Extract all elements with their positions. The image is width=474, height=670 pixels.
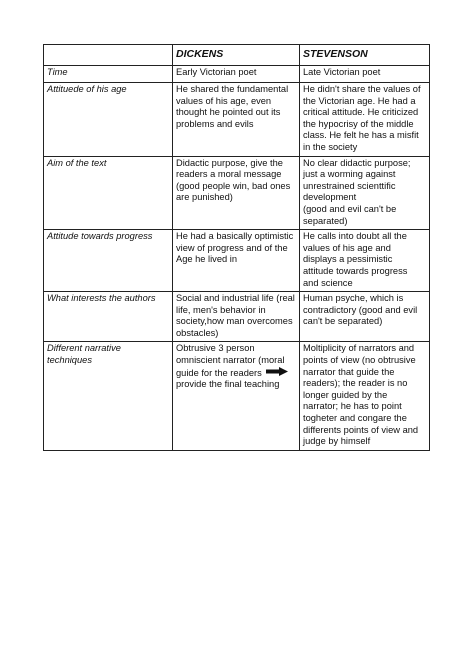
cell-stevenson-attitude-age: He didn't share the values of the Victorian age. He had a critical attitude. He criticized the hypocrisy of the middle class. He felt he has a misfit in the society	[300, 83, 430, 157]
table-row	[44, 156, 430, 230]
table-row	[44, 66, 430, 83]
row-label-progress: Attitude towards progress	[44, 230, 173, 292]
row-label-attitude-age: Attituede of his age	[44, 83, 173, 157]
table-row	[44, 230, 430, 292]
cell-stevenson-progress: He calls into doubt all the values of his age and displays a pessimistic attitude towards progress and science	[300, 230, 430, 292]
dickens-narrative-teaching: provide the final teaching	[176, 379, 280, 390]
header-empty-cell	[44, 45, 173, 66]
table-row	[44, 83, 430, 157]
cell-dickens-time: Early Victorian poet	[173, 66, 300, 83]
cell-dickens-aim: Didactic purpose, give the readers a moral message (good people win, bad ones are punished)	[173, 156, 300, 230]
cell-stevenson-narrative: Moltiplicity of narrators and points of view (no obtrusive narrator that guide the readers); the reader is no longer guided by the narrator; he has to point togheter and congare the differents points of view and judge by himself	[300, 342, 430, 450]
table-row	[44, 292, 430, 342]
table-header-row	[44, 45, 430, 66]
row-label-interests: What interests the authors	[44, 292, 173, 342]
header-stevenson: STEVENSON	[300, 45, 430, 66]
cell-stevenson-interests: Human psyche, which is contradictory (good and evil can't be separated)	[300, 292, 430, 342]
row-label-time: Time	[44, 66, 173, 83]
cell-dickens-narrative	[173, 342, 300, 450]
cell-dickens-attitude-age: He shared the fundamental values of his age, even thought he pointed out its problems and evils	[173, 83, 300, 157]
cell-dickens-interests: Social and industrial life (real life, men's behavior in society,how man overcomes obstacles)	[173, 292, 300, 342]
cell-stevenson-time: Late Victorian poet	[300, 66, 430, 83]
header-dickens: DICKENS	[173, 45, 300, 66]
row-label-narrative: Different narrative techniques	[44, 342, 173, 450]
cell-stevenson-aim: No clear didactic purpose; just a worming against unrestrained scienttific development (good and evil can't be separated)	[300, 156, 430, 230]
comparison-table	[43, 44, 430, 451]
row-label-aim: Aim of the text	[44, 156, 173, 230]
dickens-narrative-text: Obtrusive 3 person omniscient narrator (moral guide for the readers	[176, 343, 285, 378]
table-row	[44, 342, 430, 450]
arrow-right-icon	[266, 367, 288, 380]
cell-dickens-progress: He had a basically optimistic view of progress and of the Age he lived in	[173, 230, 300, 292]
